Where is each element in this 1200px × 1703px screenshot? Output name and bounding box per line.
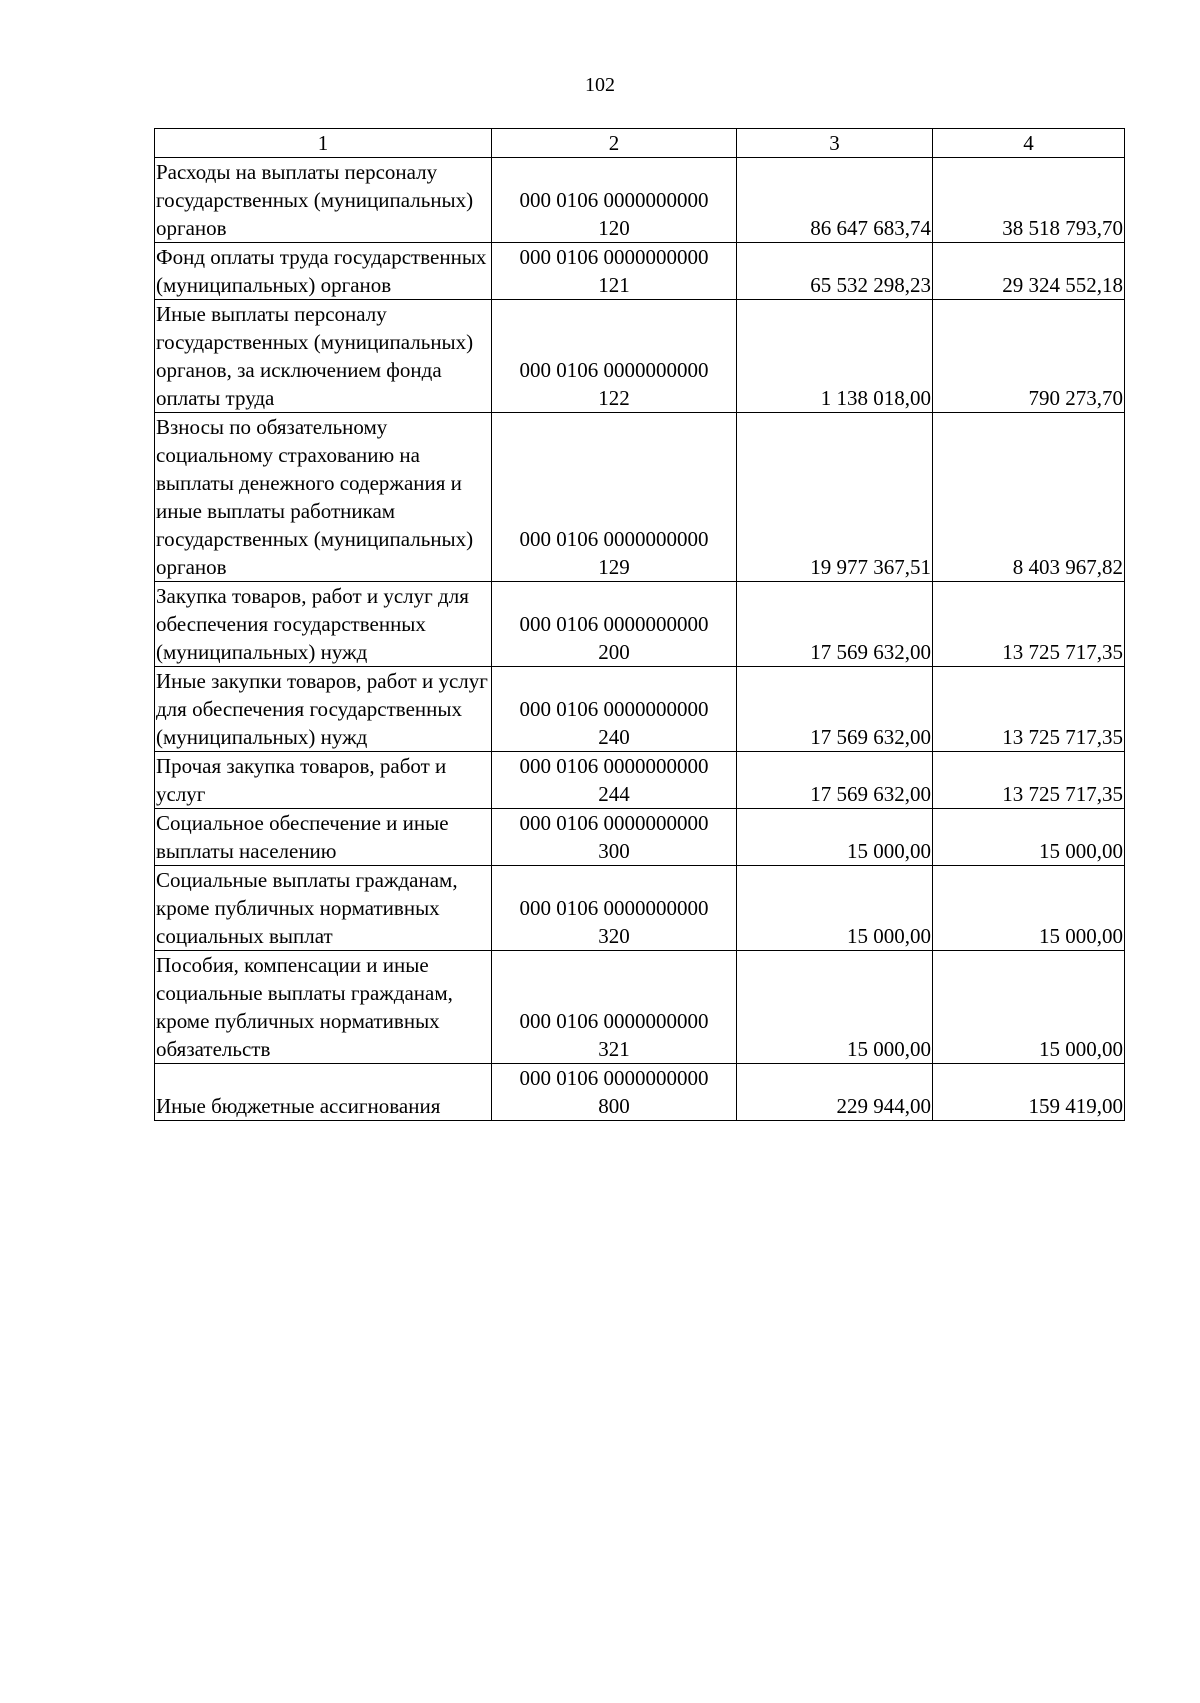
row-code-type: 800 bbox=[598, 1094, 630, 1118]
row-amount-col3: 15 000,00 bbox=[737, 866, 933, 951]
row-code bbox=[492, 866, 737, 951]
row-code bbox=[492, 413, 737, 582]
row-amount-col3: 229 944,00 bbox=[737, 1064, 933, 1121]
row-code bbox=[492, 1064, 737, 1121]
row-amount-col3: 15 000,00 bbox=[737, 951, 933, 1064]
row-amount-col4: 159 419,00 bbox=[933, 1064, 1125, 1121]
row-name: Иные выплаты персоналу государственных (муниципальных) органов, за исключением фонда оплаты труда bbox=[155, 300, 492, 413]
row-name: Социальные выплаты гражданам, кроме публичных нормативных социальных выплат bbox=[155, 866, 492, 951]
row-code-main: 000 0106 0000000000 bbox=[519, 612, 709, 636]
table-row bbox=[155, 1064, 1125, 1121]
budget-table bbox=[154, 128, 1125, 1121]
row-name: Социальное обеспечение и иные выплаты населению bbox=[155, 809, 492, 866]
row-code-main: 000 0106 0000000000 bbox=[519, 358, 709, 382]
row-code-main: 000 0106 0000000000 bbox=[519, 811, 709, 835]
row-amount-col3: 17 569 632,00 bbox=[737, 667, 933, 752]
row-amount-col4: 15 000,00 bbox=[933, 866, 1125, 951]
header-col-1: 1 bbox=[155, 129, 492, 158]
row-code-main: 000 0106 0000000000 bbox=[519, 527, 709, 551]
row-code-type: 300 bbox=[598, 839, 630, 863]
row-code bbox=[492, 667, 737, 752]
table-row bbox=[155, 413, 1125, 582]
page-number: 102 bbox=[585, 74, 615, 96]
row-amount-col4: 13 725 717,35 bbox=[933, 582, 1125, 667]
row-code bbox=[492, 809, 737, 866]
row-code bbox=[492, 300, 737, 413]
row-amount-col4: 8 403 967,82 bbox=[933, 413, 1125, 582]
row-amount-col3: 65 532 298,23 bbox=[737, 243, 933, 300]
table-row bbox=[155, 951, 1125, 1064]
row-amount-col4: 15 000,00 bbox=[933, 809, 1125, 866]
row-amount-col4: 38 518 793,70 bbox=[933, 158, 1125, 243]
row-amount-col4: 790 273,70 bbox=[933, 300, 1125, 413]
row-name: Взносы по обязательному социальному страхованию на выплаты денежного содержания и иные выплаты работникам государственных (муниципальных) органов bbox=[155, 413, 492, 582]
row-code-main: 000 0106 0000000000 bbox=[519, 1066, 709, 1090]
table-row bbox=[155, 809, 1125, 866]
row-code-type: 244 bbox=[598, 782, 630, 806]
row-amount-col4: 13 725 717,35 bbox=[933, 667, 1125, 752]
table-row bbox=[155, 667, 1125, 752]
row-amount-col4: 15 000,00 bbox=[933, 951, 1125, 1064]
row-amount-col3: 19 977 367,51 bbox=[737, 413, 933, 582]
row-amount-col3: 17 569 632,00 bbox=[737, 752, 933, 809]
header-col-4: 4 bbox=[933, 129, 1125, 158]
row-code-main: 000 0106 0000000000 bbox=[519, 245, 709, 269]
row-code-main: 000 0106 0000000000 bbox=[519, 754, 709, 778]
row-code-type: 122 bbox=[598, 386, 630, 410]
row-code-type: 321 bbox=[598, 1037, 630, 1061]
row-code-main: 000 0106 0000000000 bbox=[519, 188, 709, 212]
row-code-type: 320 bbox=[598, 924, 630, 948]
table-body bbox=[155, 158, 1125, 1121]
row-amount-col3: 1 138 018,00 bbox=[737, 300, 933, 413]
row-code-type: 240 bbox=[598, 725, 630, 749]
header-col-3: 3 bbox=[737, 129, 933, 158]
row-code bbox=[492, 243, 737, 300]
table-row bbox=[155, 866, 1125, 951]
table-row bbox=[155, 752, 1125, 809]
header-col-2: 2 bbox=[492, 129, 737, 158]
row-code bbox=[492, 158, 737, 243]
row-code-main: 000 0106 0000000000 bbox=[519, 697, 709, 721]
row-code bbox=[492, 582, 737, 667]
row-amount-col3: 15 000,00 bbox=[737, 809, 933, 866]
table-row bbox=[155, 582, 1125, 667]
header-row bbox=[155, 129, 1125, 158]
row-amount-col4: 29 324 552,18 bbox=[933, 243, 1125, 300]
row-code-type: 200 bbox=[598, 640, 630, 664]
row-name: Прочая закупка товаров, работ и услуг bbox=[155, 752, 492, 809]
row-code-type: 121 bbox=[598, 273, 630, 297]
row-name: Расходы на выплаты персоналу государственных (муниципальных) органов bbox=[155, 158, 492, 243]
row-name: Иные бюджетные ассигнования bbox=[155, 1064, 492, 1121]
row-code bbox=[492, 951, 737, 1064]
row-amount-col3: 86 647 683,74 bbox=[737, 158, 933, 243]
row-code bbox=[492, 752, 737, 809]
table-row bbox=[155, 300, 1125, 413]
row-name: Фонд оплаты труда государственных (муниципальных) органов bbox=[155, 243, 492, 300]
row-code-main: 000 0106 0000000000 bbox=[519, 896, 709, 920]
row-name: Иные закупки товаров, работ и услуг для обеспечения государственных (муниципальных) нужд bbox=[155, 667, 492, 752]
row-code-type: 120 bbox=[598, 216, 630, 240]
table-row bbox=[155, 243, 1125, 300]
row-amount-col3: 17 569 632,00 bbox=[737, 582, 933, 667]
row-code-main: 000 0106 0000000000 bbox=[519, 1009, 709, 1033]
row-name: Закупка товаров, работ и услуг для обеспечения государственных (муниципальных) нужд bbox=[155, 582, 492, 667]
table-row bbox=[155, 158, 1125, 243]
row-code-type: 129 bbox=[598, 555, 630, 579]
row-amount-col4: 13 725 717,35 bbox=[933, 752, 1125, 809]
row-name: Пособия, компенсации и иные социальные выплаты гражданам, кроме публичных нормативных обязательств bbox=[155, 951, 492, 1064]
